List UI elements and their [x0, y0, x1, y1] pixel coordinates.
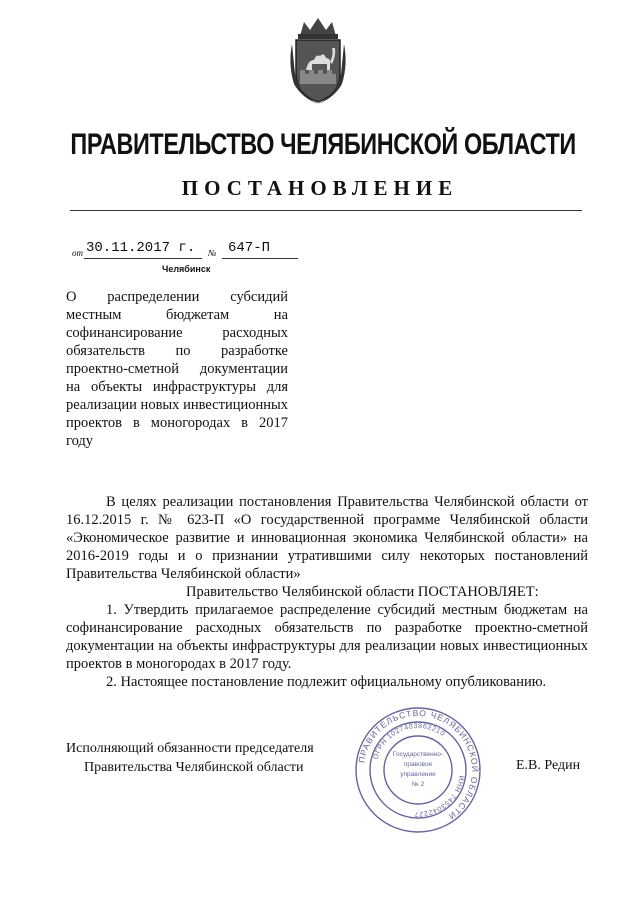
position-line-2: Правительства Челябинской области	[84, 760, 304, 775]
document-number: 647-П	[228, 240, 271, 256]
signatory-position	[66, 739, 346, 777]
number-label: №	[208, 248, 217, 258]
stamp-inn: ИНН 7453042227	[413, 774, 465, 818]
stamp-center-line-1: Государственно-	[392, 751, 444, 758]
stamp-center-line-2: правовое	[403, 761, 433, 768]
stamp-outer-text: ПРАВИТЕЛЬСТВО ЧЕЛЯБИНСКОЙ ОБЛАСТИ	[356, 707, 481, 822]
city: Челябинск	[162, 264, 211, 274]
document-body	[66, 493, 588, 691]
number-underline	[222, 258, 298, 259]
item-1: 1. Утвердить прилагаемое распределение субсидий местным бюджетам на софинансирование расходных обязательств по разработке проектно-сметной документации на объекты инфраструктуры для реализации новых инвестиционных проектов в моногородах в 2017 году.	[66, 602, 588, 672]
stamp-center-line-4: № 2	[411, 781, 425, 788]
signatory-name: Е.В. Редин	[516, 758, 581, 773]
header-divider	[70, 210, 582, 211]
document-type: ПОСТАНОВЛЕНИЕ	[181, 176, 459, 200]
item-2: 2. Настоящее постановление подлежит официальному опубликованию.	[106, 674, 547, 690]
government-title: ПРАВИТЕЛЬСТВО ЧЕЛЯБИНСКОЙ ОБЛАСТИ	[70, 128, 576, 161]
registry-row	[72, 240, 312, 264]
stamp-ogrn: ОГРН 1027403862210	[372, 722, 447, 761]
date-label: от	[72, 248, 83, 258]
stamp-center-line-3: управление	[400, 771, 436, 778]
official-stamp	[354, 706, 482, 834]
decree-line: Правительство Челябинской области ПОСТАНОВЛЯЕТ:	[186, 584, 539, 600]
document-date: 30.11.2017 г.	[86, 240, 196, 256]
chelyabinsk-coat-of-arms-icon	[286, 14, 350, 106]
date-underline	[84, 258, 202, 259]
position-line-1: Исполняющий обязанности председателя	[66, 741, 314, 756]
document-subject: О распределении субсидий местным бюджетам на софинансирование расходных обязательств по разработке проектно-сметной документации на объекты инфраструктуры для реализации новых инвестиционных проектов в моногородах в 2017 году	[66, 289, 288, 449]
preamble: В целях реализации постановления Правительства Челябинской области от 16.12.2015 г. № 623-П «О государственной программе Челябинской области «Экономическое развитие и инновационная экономика Челябинской области» на 2016-2019 годы и о признании утратившими силу некоторых постановлений Правительства Челябинской области»	[66, 494, 588, 582]
